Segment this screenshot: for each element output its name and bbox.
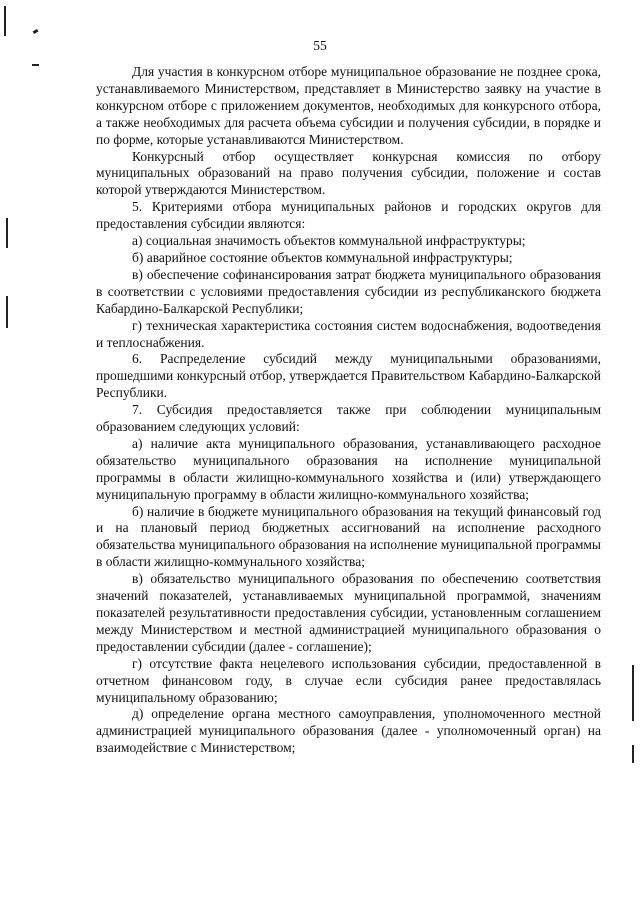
paragraph: г) техническая характеристика состояния систем водоснабжения, водоотведения и теплоснабжения.	[96, 317, 601, 350]
paragraph: г) отсутствие факта нецелевого использования субсидии, предоставленной в отчетном финансовом году, в случае если субсидия ранее предоставлялась муниципальному образованию;	[96, 655, 601, 705]
scan-mark	[632, 745, 634, 763]
paragraph: д) определение органа местного самоуправления, уполномоченного местной администрацией муниципального образования (далее - уполномоченный орган) на взаимодействие с Министерством;	[96, 706, 601, 756]
scan-mark	[32, 64, 39, 66]
paragraph: в) обеспечение софинансирования затрат бюджета муниципального образования в соответствии с условиями предоставления субсидии из республиканского бюджета Кабардино-Балкарской Республики;	[96, 266, 601, 316]
document-body	[96, 64, 601, 757]
paragraph: Для участия в конкурсном отборе муниципальное образование не позднее срока, устанавливаемого Министерством, представляет в Министерство заявку на участие в конкурсном отборе с приложением документов, необходимых для конкурсного отбора, а также необходимых для расчета объема субсидии и получения субсидии, в порядке и по форме, которые устанавливаются Министерством.	[96, 64, 601, 147]
paragraph: 7. Субсидия предоставляется также при соблюдении муниципальным образованием следующих условий:	[96, 402, 601, 435]
scan-mark	[632, 665, 634, 721]
paragraph: 5. Критериями отбора муниципальных районов и городских округов для предоставления субсидии являются:	[96, 199, 601, 232]
paragraph: 6. Распределение субсидий между муниципальными образованиями, прошедшими конкурсный отбор, утверждается Правительством Кабардино-Балкарской Республики.	[96, 351, 601, 401]
scan-mark	[4, 6, 6, 36]
scan-mark	[6, 296, 8, 328]
paragraph: б) аварийное состояние объектов коммунальной инфраструктуры;	[132, 249, 513, 265]
paragraph: а) социальная значимость объектов коммунальной инфраструктуры;	[132, 233, 526, 249]
scan-mark	[33, 29, 39, 34]
paragraph: б) наличие в бюджете муниципального образования на текущий финансовый год и на плановый период бюджетных ассигнований на исполнение расходного обязательства муниципального образования на исполнение муниципальной программы в области жилищно-коммунального хозяйства;	[96, 503, 601, 570]
paragraph: а) наличие акта муниципального образования, устанавливающего расходное обязательство муниципального образования на исполнение муниципальной программы в области жилищно-коммунального хозяйства и (или) утверждающего муниципальную программу в области жилищно-коммунального хозяйства;	[96, 435, 601, 502]
paragraph: в) обязательство муниципального образования по обеспечению соответствия значений показателей, устанавливаемых муниципальной программой, значениям показателей результативности предоставления субсидии, установленным соглашением между Министерством и местной администрацией муниципального образования о предоставлении субсидии (далее - соглашение);	[96, 571, 601, 654]
page-number: 55	[313, 38, 327, 53]
scan-mark	[6, 218, 8, 248]
paragraph: Конкурсный отбор осуществляет конкурсная комиссия по отбору муниципальных образований на право получения субсидии, положение и состав которой утверждаются Министерством.	[96, 148, 601, 198]
